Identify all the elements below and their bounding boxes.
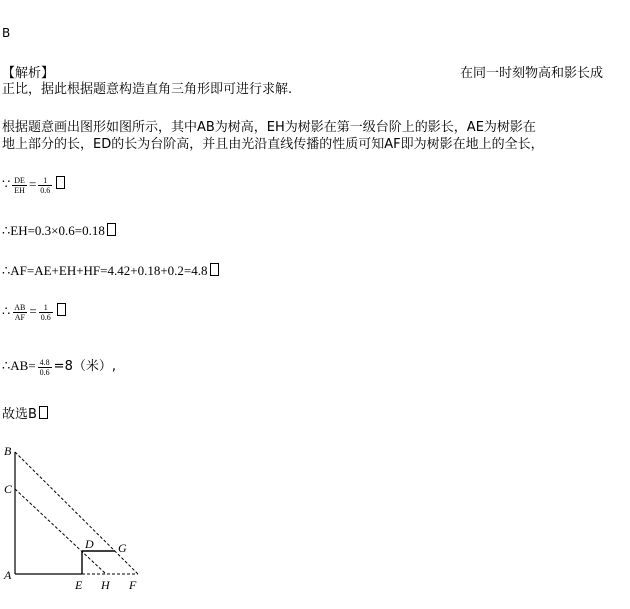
- equation-5-suffix: =8（米）,: [53, 359, 116, 374]
- equation-3-text: ∴AF=AE+EH+HF=4.42+0.18+0.2=4.8: [2, 263, 208, 278]
- fraction-denominator: EH: [14, 186, 25, 195]
- ray-ch: [15, 489, 106, 574]
- equation-4-prefix: ∴: [2, 303, 11, 319]
- label-a: A: [4, 568, 12, 582]
- fraction-numerator: DE: [14, 176, 25, 185]
- answer-letter: B: [2, 26, 11, 40]
- label-f: F: [129, 578, 137, 592]
- equals-sign: =: [28, 176, 37, 192]
- label-b: B: [4, 444, 12, 458]
- equation-1-prefix: ∵: [2, 176, 11, 192]
- fraction-denominator: 0.6: [40, 186, 51, 195]
- equation-2-text: ∴EH=0.3×0.6=0.18: [2, 223, 105, 238]
- label-c: C: [4, 482, 13, 496]
- fraction-numerator: AB: [14, 303, 26, 312]
- hint-text-right: 在同一时刻物高和影长成: [460, 66, 604, 81]
- label-e: E: [75, 578, 83, 592]
- label-d: D: [85, 537, 94, 551]
- fraction-denominator: 0.6: [40, 313, 51, 322]
- fraction-denominator: AF: [14, 313, 25, 322]
- ray-bf: [15, 452, 138, 574]
- analysis-heading: 【解析】: [2, 66, 55, 81]
- fraction-denominator: 0.6: [39, 367, 50, 377]
- equals-sign: =: [29, 303, 37, 319]
- fraction-numerator: 1: [43, 176, 48, 185]
- hint-text-continued: 正比，据此根据题意构造直角三角形即可进行求解.: [2, 82, 293, 97]
- fraction-numerator: 4.8: [39, 357, 50, 367]
- conclusion-text: 故选B: [2, 407, 37, 422]
- paragraph-line-1: 根据题意画出图形如图所示，其中AB为树高，EH为树影在第一级台阶上的影长，AE为树影在: [2, 120, 536, 135]
- paragraph-line-2: 地上部分的长，ED的长为台阶高，并且由光沿直线传播的性质可知AF即为树影在地上的全长，: [2, 137, 544, 152]
- label-g: G: [118, 541, 127, 555]
- equation-5-prefix: ∴AB=: [2, 358, 36, 373]
- label-h: H: [101, 578, 110, 592]
- fraction-numerator: 1: [43, 303, 48, 312]
